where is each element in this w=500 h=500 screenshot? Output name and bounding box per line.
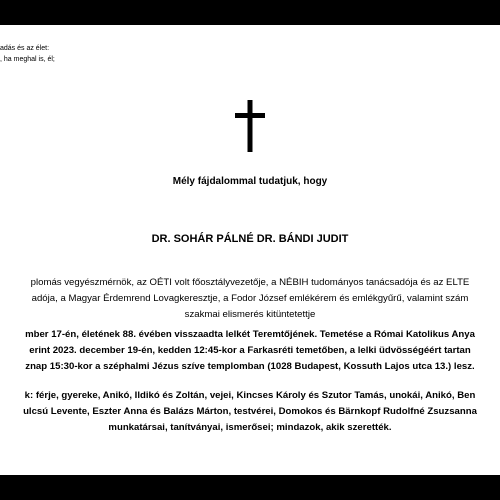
- mourners-line: munkatársai, tanítványai, ismerősei; mindazok, akik szerették.: [108, 422, 392, 433]
- mourners-line: k: férje, gyereke, Anikó, Ildikó és Zoltán, vejei, Kincses Károly és Szutor Tamás, unokái, Anikó, Ben: [24, 390, 476, 401]
- announcement-intro: Mély fájdalommal tudatjuk, hogy: [172, 176, 328, 187]
- funeral-line: znap 15:30-kor a széphalmi Jézus szíve templomban (1028 Budapest, Kossuth Lajos utca 13.) lesz.: [25, 361, 475, 372]
- biography-line: szakmai elismerés kitüntetettje: [184, 309, 316, 320]
- mourners-line: ulcsú Levente, Eszter Anna és Balázs Márton, testvérei, Domokos és Bärnkopf Rudolfné Zsuzsanna: [23, 406, 477, 417]
- biography: [0, 275, 500, 323]
- biography-line: plomás vegyészmérnök, az OÉTI volt főosztályvezetője, a NÉBIH tudományos tanácsadója és az ELTE: [30, 277, 470, 288]
- latin-cross-icon: [235, 100, 265, 152]
- motto-line: , ha meghal is, él;: [0, 56, 55, 63]
- mourners-list: [0, 388, 500, 436]
- biography-line: adója, a Magyar Érdemrend Lovagkeresztje, a Fodor József emlékérem és emlékgyűrű, valamint szám: [31, 293, 469, 304]
- funeral-details: [0, 327, 500, 375]
- funeral-line: mber 17-én, életének 88. évében visszaadta lelkét Teremtőjének. Temetése a Római Katolikus Anya: [25, 329, 475, 340]
- funeral-line: erint 2023. december 19-én, kedden 12:45-kor a Farkasréti temetőben, a lelki üdvösségéért tartan: [29, 345, 471, 356]
- obituary-notice: [0, 25, 500, 475]
- deceased-name: DR. SOHÁR PÁLNÉ DR. BÁNDI JUDIT: [151, 233, 349, 245]
- motto-quote: [0, 43, 55, 65]
- motto-line: adás és az élet:: [0, 45, 50, 52]
